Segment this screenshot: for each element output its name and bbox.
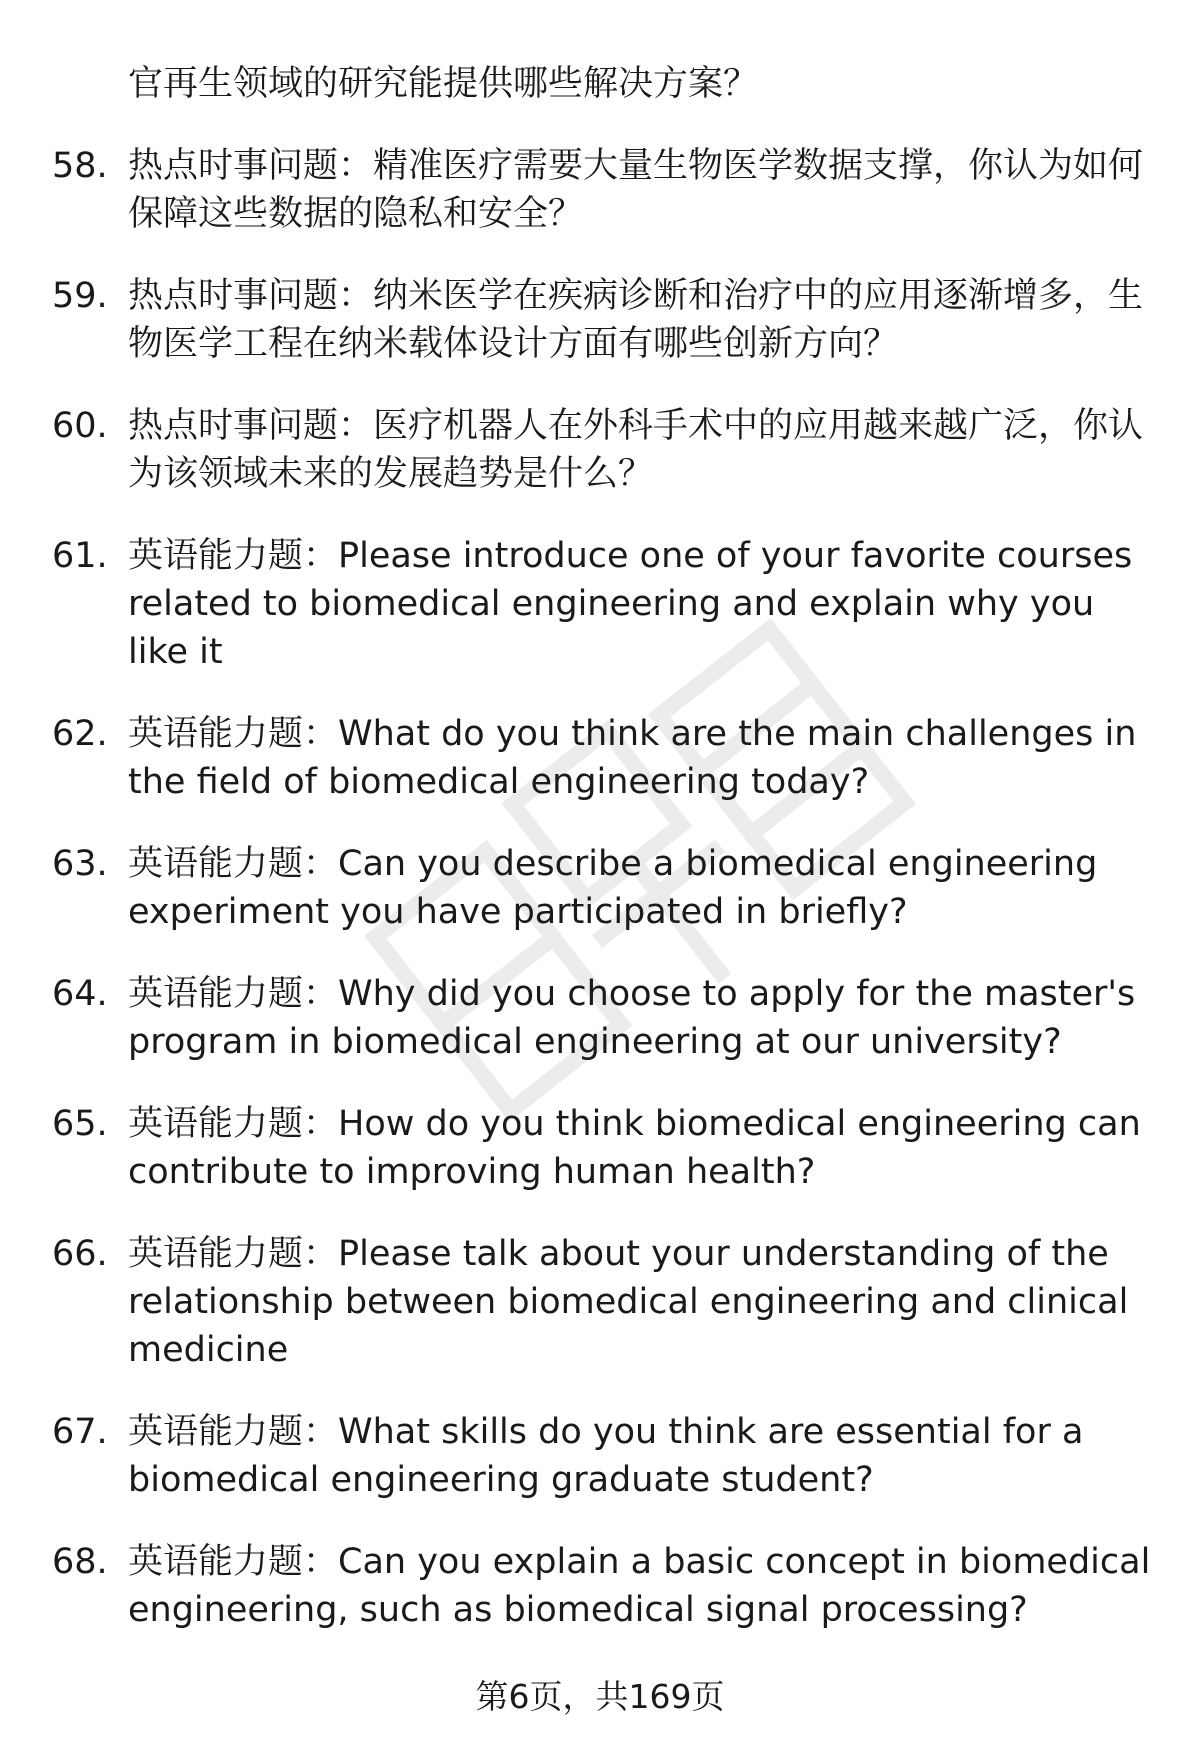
item-number: 62. (52, 714, 108, 754)
item-text: 热点时事问题：精准医疗需要大量生物医学数据支撑，你认为如何保障这些数据的隐私和安全？ (128, 146, 1144, 234)
item-text: 英语能力题：Why did you choose to apply for the master's program in biomedical engineering at our university? (128, 974, 1136, 1062)
item-text: 英语能力题：Please introduce one of your favorite courses related to biomedical engineering and explain why you like it (128, 536, 1133, 672)
item-number: 65. (52, 1104, 108, 1144)
item-number: 66. (52, 1234, 108, 1274)
item-number: 60. (52, 406, 108, 446)
list-item (52, 272, 1152, 368)
list-item (52, 840, 1152, 936)
item-number: 59. (52, 276, 108, 316)
list-item (52, 710, 1152, 806)
item-text: 英语能力题：Can you explain a basic concept in biomedical engineering, such as biomedical signal processing? (128, 1542, 1151, 1630)
page-footer: 第6页，共169页 (475, 1677, 725, 1716)
list-item (52, 402, 1152, 498)
question-list (52, 60, 1152, 1668)
list-item (52, 1538, 1152, 1634)
list-item (52, 970, 1152, 1066)
list-item (52, 142, 1152, 238)
item-text: 热点时事问题：纳米医学在疾病诊断和治疗中的应用逐渐增多，生物医学工程在纳米载体设计方面有哪些创新方向？ (128, 276, 1144, 364)
item-number: 63. (52, 844, 108, 884)
item-text: 英语能力题：Please talk about your understanding of the relationship between biomedical engineering and clinical medicine (128, 1234, 1129, 1370)
item-number: 61. (52, 536, 108, 576)
item-text: 英语能力题：What do you think are the main challenges in the field of biomedical engineering today? (128, 714, 1137, 802)
list-item (52, 532, 1152, 676)
list-item (52, 1408, 1152, 1504)
item-number: 68. (52, 1542, 108, 1582)
item-text: 英语能力题：What skills do you think are essential for a biomedical engineering graduate student? (128, 1412, 1084, 1500)
list-item (52, 1230, 1152, 1374)
item-text: 英语能力题：Can you describe a biomedical engineering experiment you have participated in briefly? (128, 844, 1098, 932)
item-number: 64. (52, 974, 108, 1014)
list-item (52, 1100, 1152, 1196)
item-number: 67. (52, 1412, 108, 1452)
item-number: 58. (52, 146, 108, 186)
item-text: 热点时事问题：医疗机器人在外科手术中的应用越来越广泛，你认为该领域未来的发展趋势是什么？ (128, 406, 1144, 494)
continuation-text: 官再生领域的研究能提供哪些解决方案？ (128, 64, 759, 104)
item-text: 英语能力题：How do you think biomedical engineering can contribute to improving human health? (128, 1104, 1141, 1192)
